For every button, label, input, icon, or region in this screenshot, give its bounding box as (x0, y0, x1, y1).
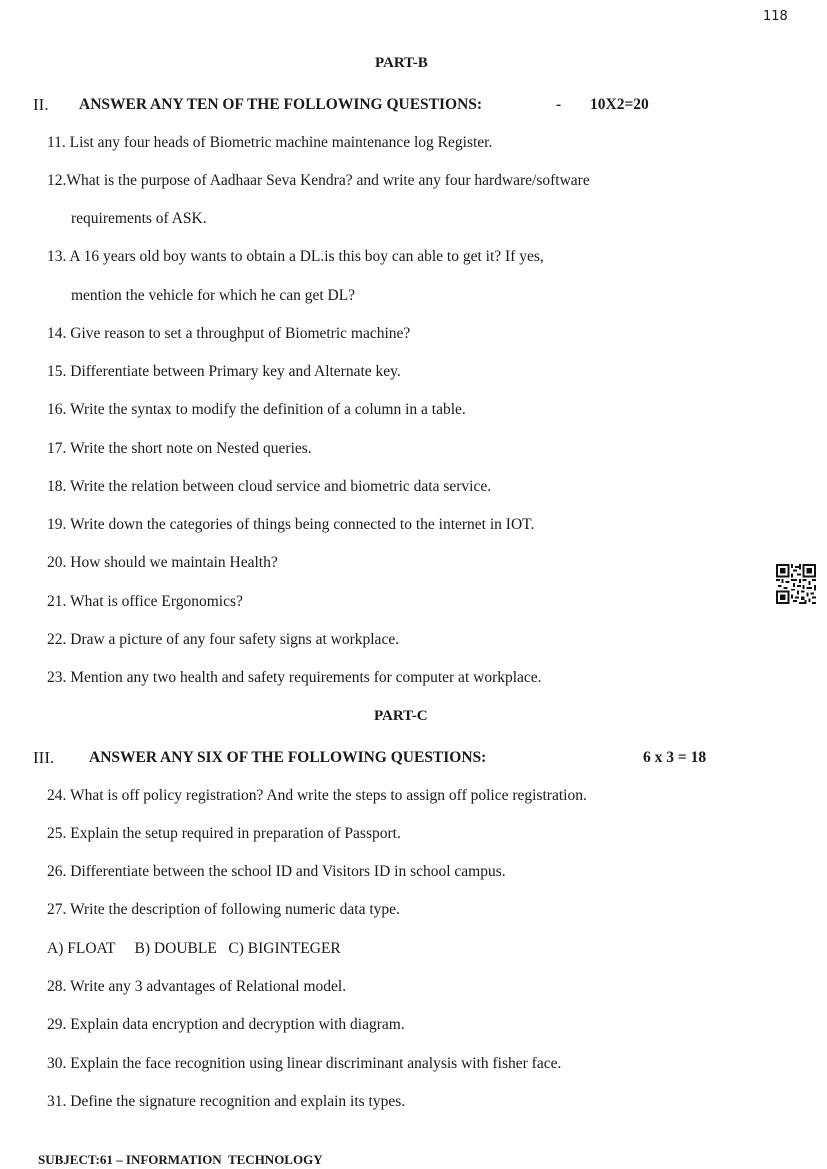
section-ii-marks: 10X2=20 (590, 96, 649, 113)
question-23: 23. Mention any two health and safety requirements for computer at workplace. (47, 669, 542, 686)
section-ii-instruction: ANSWER ANY TEN OF THE FOLLOWING QUESTIONS: (79, 96, 483, 113)
question-16: 16. Write the syntax to modify the definition of a column in a table. (47, 401, 466, 418)
question-28: 28. Write any 3 advantages of Relational model. (47, 978, 347, 995)
question-27-options: A) FLOAT B) DOUBLE C) BIGINTEGER (47, 940, 341, 957)
question-19: 19. Write down the categories of things being connected to the internet in IOT. (47, 516, 535, 533)
question-18: 18. Write the relation between cloud service and biometric data service. (47, 478, 492, 495)
section-iii-marks: 6 x 3 = 18 (643, 749, 707, 766)
question-13: 13. A 16 years old boy wants to obtain a DL.is this boy can able to get it? If yes, (47, 248, 544, 265)
section-iii-roman: III. (33, 748, 55, 767)
section-ii-dash: - (556, 96, 562, 113)
part-b-heading: PART-B (375, 55, 428, 71)
question-27: 27. Write the description of following numeric data type. (47, 901, 400, 918)
question-24: 24. What is off policy registration? And write the steps to assign off police registration. (47, 787, 587, 804)
question-21: 21. What is office Ergonomics? (47, 593, 243, 610)
question-11: 11. List any four heads of Biometric machine maintenance log Register. (47, 134, 493, 151)
question-14: 14. Give reason to set a throughput of Biometric machine? (47, 325, 411, 342)
question-22: 22. Draw a picture of any four safety signs at workplace. (47, 631, 400, 648)
footer-subject: SUBJECT:61 – INFORMATION TECHNOLOGY (38, 1152, 323, 1167)
qr-code-icon (776, 564, 816, 604)
question-13-continued: mention the vehicle for which he can get DL? (71, 287, 356, 304)
question-25: 25. Explain the setup required in preparation of Passport. (47, 825, 401, 842)
question-20: 20. How should we maintain Health? (47, 554, 278, 571)
section-iii-instruction: ANSWER ANY SIX OF THE FOLLOWING QUESTIONS: (89, 749, 487, 766)
part-c-heading: PART-C (374, 708, 428, 724)
question-12: 12.What is the purpose of Aadhaar Seva Kendra? and write any four hardware/software (47, 172, 590, 189)
page-number: 118 (763, 9, 788, 24)
question-26: 26. Differentiate between the school ID and Visitors ID in school campus. (47, 863, 506, 880)
question-29: 29. Explain data encryption and decryption with diagram. (47, 1016, 405, 1033)
section-ii-roman: II. (33, 95, 49, 114)
question-31: 31. Define the signature recognition and explain its types. (47, 1093, 406, 1110)
question-30: 30. Explain the face recognition using linear discriminant analysis with fisher face. (47, 1055, 562, 1072)
question-17: 17. Write the short note on Nested queries. (47, 440, 312, 457)
question-12-continued: requirements of ASK. (71, 210, 207, 227)
question-15: 15. Differentiate between Primary key and Alternate key. (47, 363, 401, 380)
